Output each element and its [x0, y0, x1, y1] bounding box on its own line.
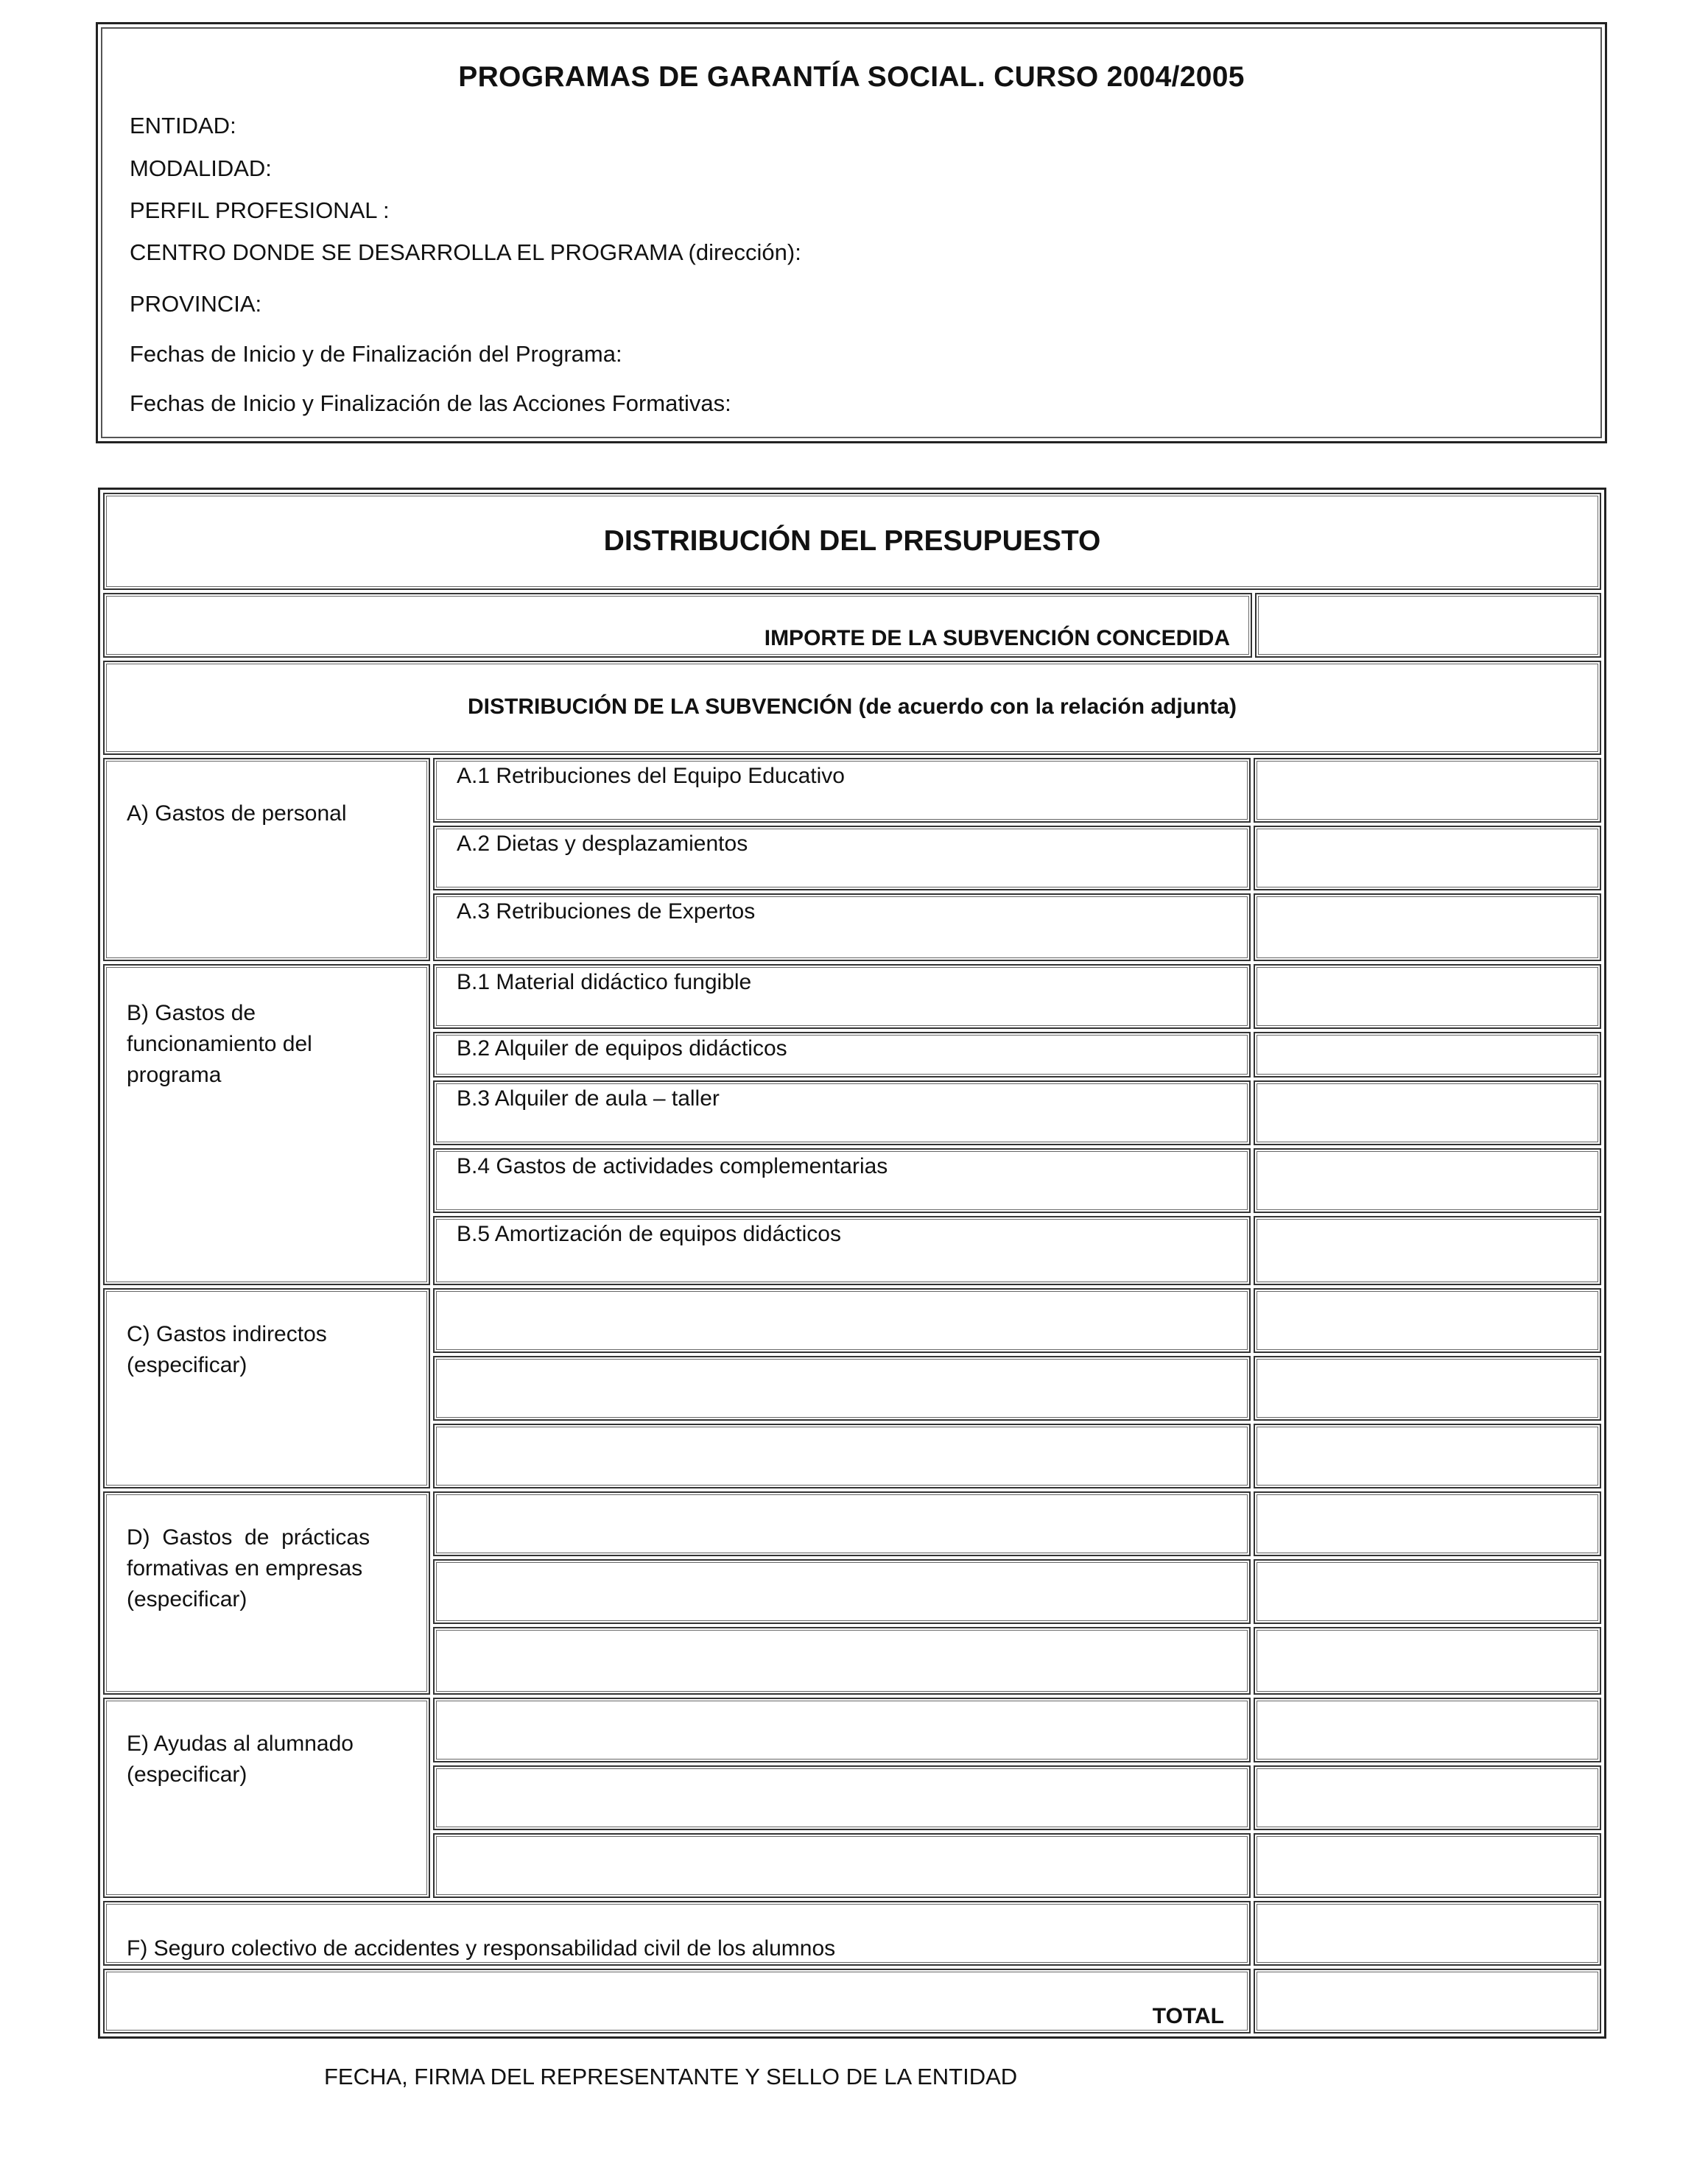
category-a-cell [103, 758, 430, 961]
item-d-amount-1[interactable] [1254, 1491, 1601, 1556]
item-c-amount-2[interactable] [1254, 1356, 1601, 1421]
item-a1-label: A.1 Retribuciones del Equipo Educativo [457, 764, 845, 788]
item-b1-cell [433, 964, 1251, 1029]
category-d-label [127, 1522, 414, 1615]
item-e-amount-3[interactable] [1254, 1833, 1601, 1898]
distribucion-label: DISTRIBUCIÓN DE LA SUBVENCIÓN (de acuerdo con la relación adjunta) [467, 695, 1237, 719]
item-b3-amount[interactable] [1254, 1080, 1601, 1145]
item-b5-cell [433, 1216, 1251, 1285]
category-e-label-line: (especificar) [127, 1762, 247, 1787]
item-c-desc-3[interactable] [433, 1424, 1251, 1488]
fechas-acciones-field-label: Fechas de Inicio y Finalización de las Acciones Formativas: [130, 390, 731, 416]
item-b4-amount[interactable] [1254, 1148, 1601, 1213]
item-b3-cell [433, 1080, 1251, 1145]
category-b-label-line: programa [127, 1063, 222, 1087]
entidad-field-label: ENTIDAD: [130, 113, 236, 138]
item-c-desc-1[interactable] [433, 1288, 1251, 1353]
item-e-desc-2[interactable] [433, 1765, 1251, 1830]
category-a-label: A) Gastos de personal [127, 801, 347, 826]
category-c-label-line: C) Gastos indirectos [127, 1322, 327, 1346]
category-c-label [127, 1319, 327, 1381]
total-amount[interactable] [1254, 1969, 1601, 2033]
category-d-cell [103, 1491, 430, 1695]
item-b4-label: B.4 Gastos de actividades complementarias [457, 1154, 888, 1178]
item-a2-label: A.2 Dietas y desplazamientos [457, 832, 748, 856]
importe-label-cell [103, 593, 1252, 658]
item-d-amount-2[interactable] [1254, 1559, 1601, 1624]
program-header-box [96, 22, 1607, 443]
category-c-label-line: (especificar) [127, 1353, 247, 1377]
budget-table [98, 488, 1606, 2039]
item-e-amount-1[interactable] [1254, 1698, 1601, 1762]
item-b5-amount[interactable] [1254, 1216, 1601, 1285]
category-b-label [127, 998, 312, 1091]
perfil-profesional-field-label: PERFIL PROFESIONAL : [130, 197, 390, 223]
category-e-cell [103, 1698, 430, 1898]
total-label: TOTAL [1152, 2004, 1224, 2028]
item-a2-amount[interactable] [1254, 826, 1601, 890]
item-d-desc-1[interactable] [433, 1491, 1251, 1556]
item-b2-cell [433, 1032, 1251, 1078]
category-d-label-line: D) Gastos de prácticas [127, 1525, 370, 1550]
item-a3-amount[interactable] [1254, 893, 1601, 961]
item-c-amount-1[interactable] [1254, 1288, 1601, 1353]
item-e-desc-3[interactable] [433, 1833, 1251, 1898]
document-title: PROGRAMAS DE GARANTÍA SOCIAL. CURSO 2004/2005 [458, 61, 1245, 93]
item-d-desc-2[interactable] [433, 1559, 1251, 1624]
item-e-amount-2[interactable] [1254, 1765, 1601, 1830]
item-d-desc-3[interactable] [433, 1627, 1251, 1695]
item-b1-amount[interactable] [1254, 964, 1601, 1029]
item-b3-label: B.3 Alquiler de aula – taller [457, 1086, 720, 1111]
category-e-label-line: E) Ayudas al alumnado [127, 1732, 354, 1756]
category-d-label-line: formativas en empresas [127, 1556, 363, 1581]
centro-field-label: CENTRO DONDE SE DESARROLLA EL PROGRAMA (dirección): [130, 239, 801, 265]
category-c-cell [103, 1288, 430, 1488]
item-a3-cell [433, 893, 1251, 961]
budget-title: DISTRIBUCIÓN DEL PRESUPUESTO [603, 525, 1101, 557]
fechas-programa-field-label: Fechas de Inicio y de Finalización del Programa: [130, 341, 622, 367]
item-a3-label: A.3 Retribuciones de Expertos [457, 899, 756, 924]
category-b-label-line: B) Gastos de [127, 1001, 256, 1025]
importe-label: IMPORTE DE LA SUBVENCIÓN CONCEDIDA [764, 626, 1230, 650]
category-b-label-line: funcionamiento del [127, 1032, 312, 1056]
budget-title-row [103, 493, 1601, 590]
item-b5-label: B.5 Amortización de equipos didácticos [457, 1222, 841, 1246]
seguro-label: F) Seguro colectivo de accidentes y responsabilidad civil de los alumnos [127, 1936, 836, 1961]
modalidad-field-label: MODALIDAD: [130, 155, 272, 181]
item-d-amount-3[interactable] [1254, 1627, 1601, 1695]
item-c-amount-3[interactable] [1254, 1424, 1601, 1488]
seguro-label-cell [103, 1901, 1251, 1966]
item-b1-label: B.1 Material didáctico fungible [457, 970, 752, 994]
item-e-desc-1[interactable] [433, 1698, 1251, 1762]
item-b4-cell [433, 1148, 1251, 1213]
seguro-amount[interactable] [1254, 1901, 1601, 1966]
category-d-label-line: (especificar) [127, 1587, 247, 1611]
item-c-desc-2[interactable] [433, 1356, 1251, 1421]
signature-line: FECHA, FIRMA DEL REPRESENTANTE Y SELLO DE LA ENTIDAD [324, 2064, 1018, 2089]
item-a1-amount[interactable] [1254, 758, 1601, 823]
distribucion-header-row [103, 661, 1601, 755]
item-b2-label: B.2 Alquiler de equipos didácticos [457, 1036, 787, 1061]
provincia-field-label: PROVINCIA: [130, 291, 262, 317]
category-e-label [127, 1729, 354, 1790]
category-b-cell [103, 964, 430, 1285]
item-b2-amount[interactable] [1254, 1032, 1601, 1078]
total-label-cell [103, 1969, 1251, 2033]
item-a2-cell [433, 826, 1251, 890]
item-a1-cell [433, 758, 1251, 823]
importe-amount-cell[interactable] [1255, 593, 1601, 658]
